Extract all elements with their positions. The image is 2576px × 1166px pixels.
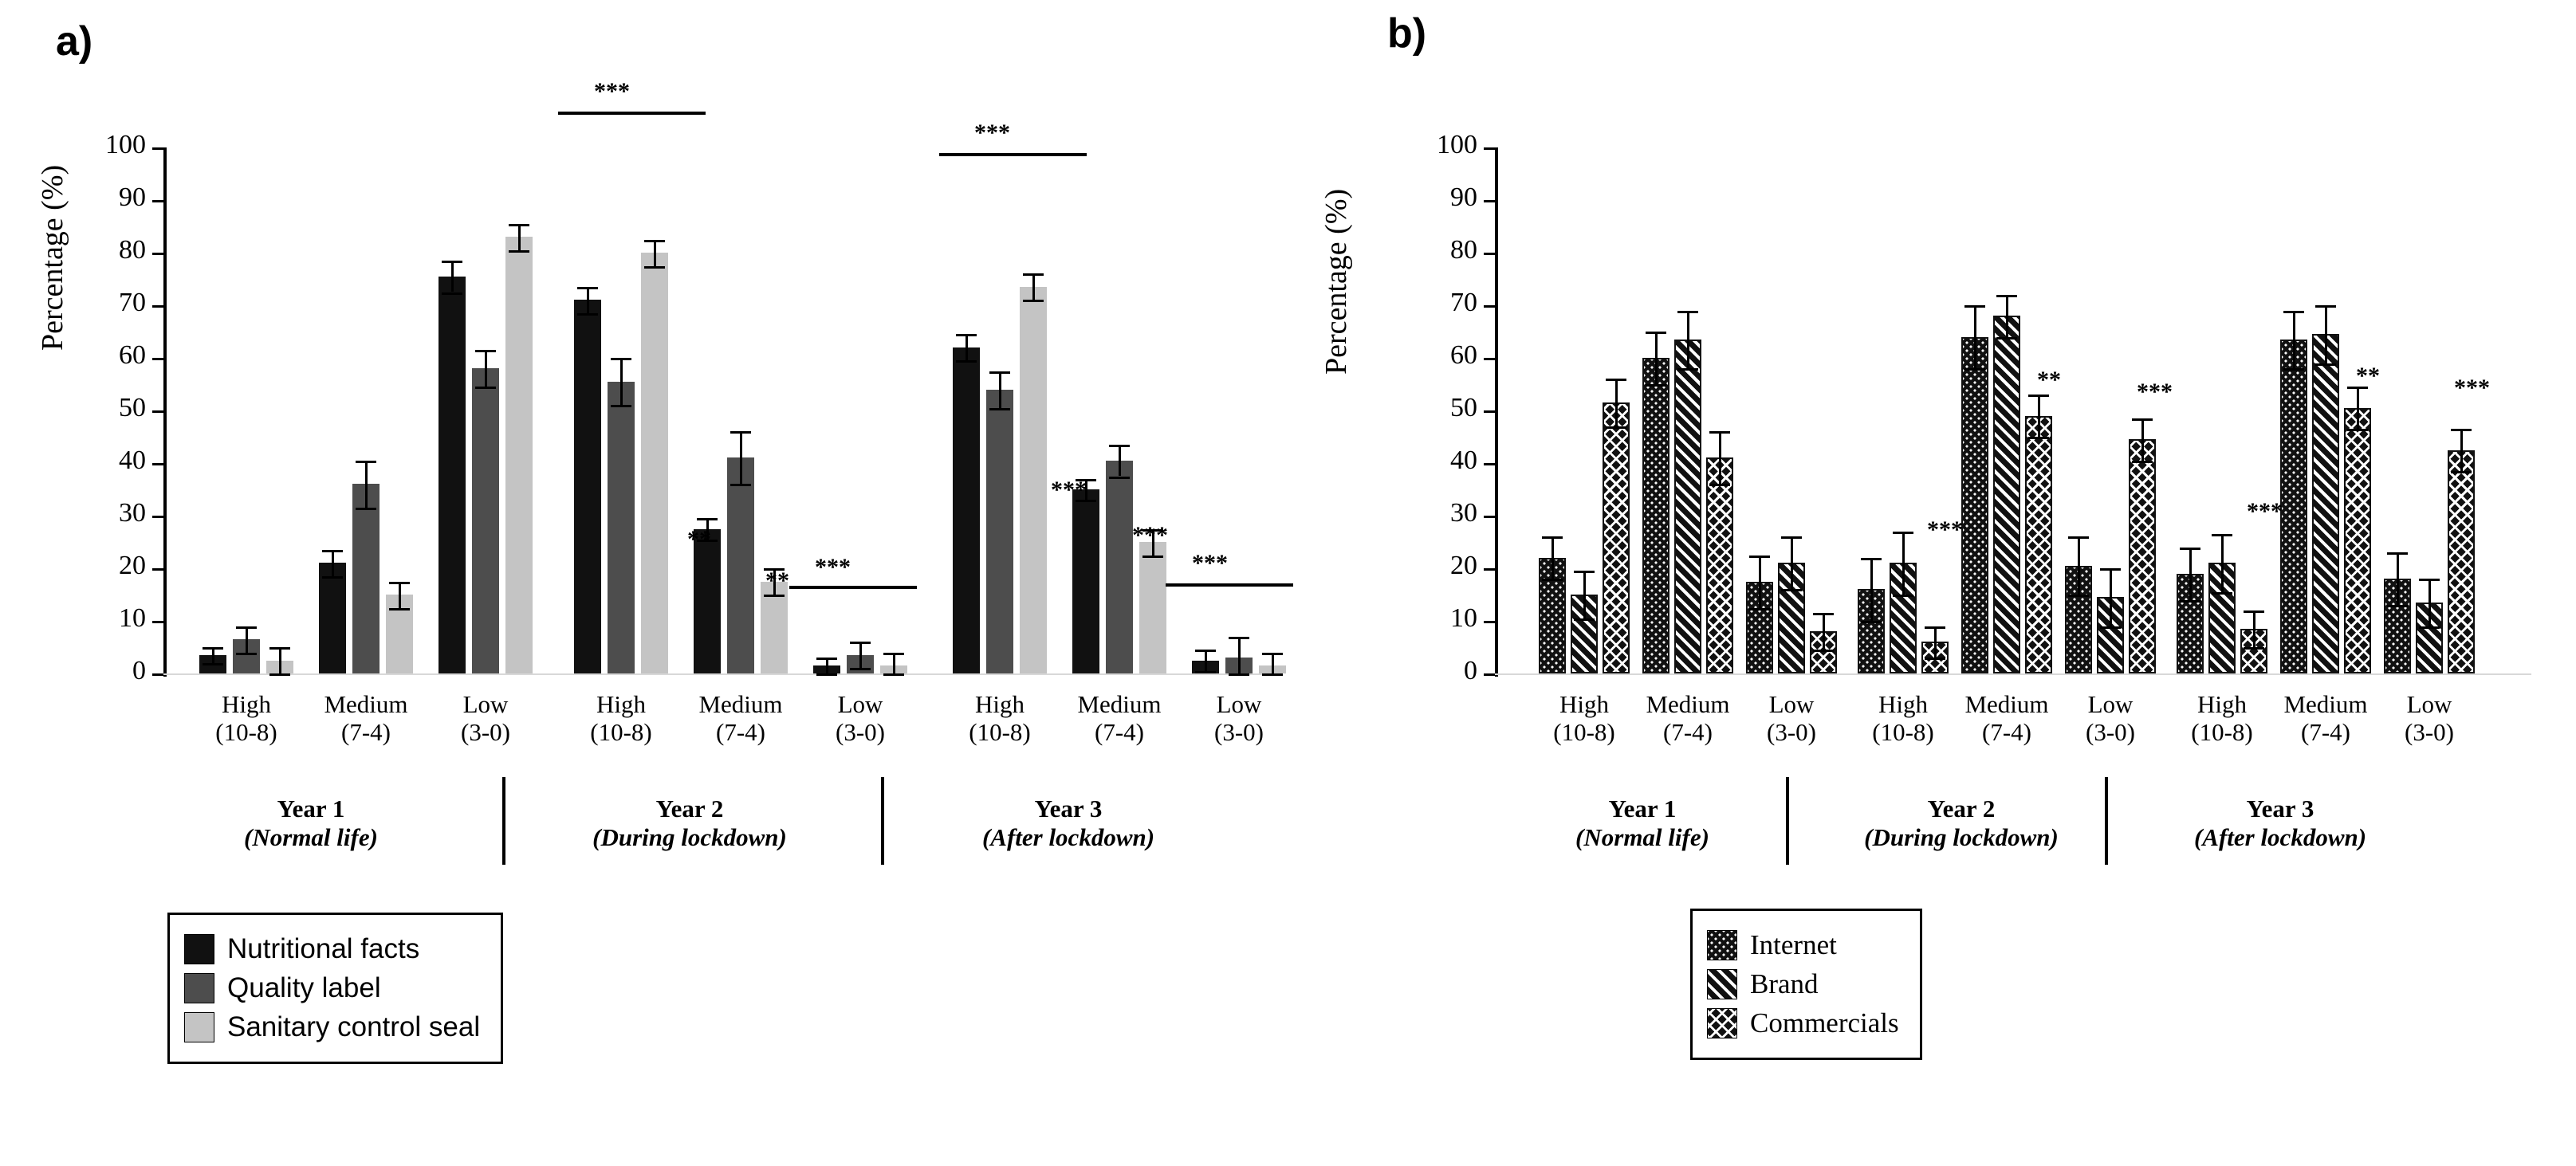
error-bar-cap bbox=[2451, 471, 2472, 473]
y-axis-tick-label: 0 bbox=[132, 656, 146, 685]
legend-item bbox=[184, 1011, 480, 1043]
error-bar-cap bbox=[1646, 332, 1666, 334]
error-bar-cap bbox=[442, 292, 462, 295]
x-axis-group-label: Low (3-0) bbox=[1214, 690, 1264, 746]
legend-item bbox=[184, 933, 480, 965]
error-bar-cap bbox=[389, 582, 410, 584]
legend-label: Nutritional facts bbox=[227, 933, 420, 964]
error-bar-cap bbox=[236, 626, 257, 629]
bar bbox=[727, 457, 754, 673]
error-bar bbox=[2189, 548, 2192, 600]
error-bar-cap bbox=[1574, 571, 1595, 573]
error-bar bbox=[1870, 558, 1873, 621]
legend-label: Commercials bbox=[1750, 1007, 1899, 1038]
error-bar-cap bbox=[2028, 437, 2049, 439]
error-bar bbox=[332, 550, 334, 576]
error-bar-cap bbox=[1229, 673, 1249, 676]
bar bbox=[319, 563, 346, 673]
y-axis bbox=[163, 147, 167, 677]
error-bar-cap bbox=[1925, 626, 1945, 629]
y-axis bbox=[1495, 147, 1498, 677]
error-bar bbox=[740, 431, 742, 484]
legend-item bbox=[184, 972, 480, 1004]
group-divider bbox=[1786, 777, 1789, 865]
year-group-label: Year 3 (After lockdown) bbox=[2193, 795, 2367, 851]
error-bar bbox=[279, 647, 281, 673]
error-bar-cap bbox=[1542, 536, 1563, 539]
panel-b-label: b) bbox=[1387, 10, 1427, 57]
y-axis-tick bbox=[1484, 410, 1495, 413]
y-axis-tick-label: 30 bbox=[119, 498, 146, 528]
x-axis-group-label: Low (3-0) bbox=[2086, 690, 2135, 746]
bar bbox=[608, 382, 635, 673]
significance-marker: *** bbox=[815, 554, 851, 580]
error-bar bbox=[1687, 311, 1689, 369]
error-bar-cap bbox=[2419, 626, 2440, 629]
significance-marker: *** bbox=[594, 78, 630, 104]
x-axis-group-label: High (10-8) bbox=[2191, 690, 2253, 746]
error-bar bbox=[2006, 295, 2008, 337]
significance-marker: ** bbox=[2356, 363, 2380, 389]
significance-marker: ** bbox=[765, 567, 789, 594]
error-bar-cap bbox=[2315, 305, 2336, 308]
legend-swatch-icon bbox=[1707, 930, 1737, 960]
y-axis-tick-label: 80 bbox=[1450, 235, 1477, 265]
error-bar bbox=[1902, 532, 1905, 595]
error-bar-cap bbox=[730, 484, 751, 486]
y-axis-tick bbox=[152, 147, 163, 150]
error-bar-cap bbox=[1813, 650, 1834, 652]
error-bar-cap bbox=[269, 647, 290, 650]
y-axis-tick-label: 100 bbox=[105, 130, 146, 159]
legend-label: Brand bbox=[1750, 968, 1819, 999]
y-axis-tick-label: 0 bbox=[1464, 656, 1477, 685]
error-bar-cap bbox=[442, 261, 462, 263]
error-bar-cap bbox=[2244, 610, 2264, 613]
error-bar bbox=[859, 642, 862, 668]
error-bar-cap bbox=[956, 334, 977, 336]
error-bar-cap bbox=[2068, 536, 2089, 539]
error-bar bbox=[2357, 387, 2359, 429]
error-bar-cap bbox=[2387, 552, 2408, 555]
error-bar bbox=[1551, 536, 1554, 579]
x-axis-group-label: Medium (7-4) bbox=[1646, 690, 1730, 746]
y-axis-tick bbox=[152, 673, 163, 676]
error-bar-cap bbox=[2212, 592, 2232, 595]
error-bar-cap bbox=[509, 224, 529, 226]
error-bar-cap bbox=[1709, 484, 1730, 486]
error-bar-cap bbox=[730, 431, 751, 434]
error-bar bbox=[654, 240, 656, 266]
error-bar-cap bbox=[236, 653, 257, 655]
error-bar-cap bbox=[1023, 300, 1044, 302]
y-axis-tick bbox=[1484, 253, 1495, 255]
error-bar bbox=[2429, 579, 2431, 626]
y-axis-tick bbox=[1484, 358, 1495, 360]
error-bar-cap bbox=[1677, 368, 1698, 371]
error-bar-cap bbox=[883, 673, 904, 676]
error-bar bbox=[1583, 571, 1586, 618]
legend-swatch-icon bbox=[1707, 1008, 1737, 1038]
error-bar-cap bbox=[1996, 295, 2017, 297]
group-divider bbox=[502, 777, 505, 865]
year-group-label: Year 3 (After lockdown) bbox=[981, 795, 1155, 851]
error-bar-cap bbox=[764, 595, 785, 597]
error-bar-cap bbox=[2180, 600, 2200, 603]
legend-swatch-icon bbox=[1707, 969, 1737, 999]
x-axis-group-label: Medium (7-4) bbox=[1964, 690, 2049, 746]
error-bar bbox=[1655, 332, 1658, 384]
y-axis-tick bbox=[152, 200, 163, 202]
error-bar bbox=[1759, 556, 1761, 608]
y-axis-tick-label: 50 bbox=[1450, 393, 1477, 422]
significance-marker: *** bbox=[974, 120, 1010, 146]
significance-marker: *** bbox=[1192, 550, 1228, 576]
error-bar-cap bbox=[1996, 337, 2017, 340]
bar bbox=[505, 237, 533, 673]
error-bar bbox=[1032, 273, 1035, 300]
error-bar-cap bbox=[2283, 311, 2304, 313]
error-bar-cap bbox=[203, 647, 223, 650]
y-axis-tick-label: 60 bbox=[1450, 340, 1477, 370]
error-bar-cap bbox=[1023, 273, 1044, 276]
bar bbox=[1106, 461, 1133, 673]
y-axis-tick-label: 40 bbox=[1450, 446, 1477, 475]
error-bar bbox=[246, 626, 248, 653]
bar bbox=[1674, 340, 1701, 673]
bar bbox=[1993, 316, 2020, 673]
error-bar-cap bbox=[509, 250, 529, 253]
y-axis-tick bbox=[1484, 147, 1495, 150]
y-axis-tick bbox=[1484, 516, 1495, 518]
y-axis-tick-label: 30 bbox=[1450, 498, 1477, 528]
x-axis-group-label: Low (3-0) bbox=[836, 690, 885, 746]
error-bar-cap bbox=[1262, 673, 1283, 676]
legend-label: Sanitary control seal bbox=[227, 1011, 481, 1042]
error-bar-cap bbox=[475, 387, 496, 389]
bar bbox=[1072, 489, 1099, 673]
bar bbox=[1603, 402, 1630, 673]
bar bbox=[2025, 416, 2052, 673]
error-bar-cap bbox=[697, 518, 718, 520]
x-axis-group-label: High (10-8) bbox=[215, 690, 277, 746]
error-bar bbox=[399, 582, 401, 608]
y-axis-tick bbox=[152, 410, 163, 413]
legend-swatch-icon bbox=[184, 973, 214, 1003]
bar bbox=[472, 368, 499, 673]
y-axis-tick-label: 40 bbox=[119, 446, 146, 475]
error-bar-cap bbox=[1749, 556, 1770, 558]
significance-marker: *** bbox=[2247, 498, 2283, 524]
error-bar bbox=[1974, 305, 1976, 368]
y-axis-tick bbox=[152, 253, 163, 255]
error-bar-cap bbox=[203, 663, 223, 665]
bar bbox=[953, 347, 980, 673]
significance-marker: *** bbox=[2137, 379, 2173, 405]
y-axis-tick-label: 20 bbox=[119, 551, 146, 580]
bar bbox=[641, 253, 668, 673]
error-bar bbox=[2253, 610, 2255, 647]
error-bar-cap bbox=[1109, 477, 1130, 479]
significance-marker: *** bbox=[1051, 477, 1087, 503]
error-bar bbox=[1272, 653, 1274, 673]
x-axis-group-label: Medium (7-4) bbox=[2283, 690, 2368, 746]
error-bar bbox=[2325, 305, 2327, 363]
error-bar-cap bbox=[1606, 426, 1626, 429]
bar bbox=[2280, 340, 2307, 673]
error-bar bbox=[2038, 395, 2040, 437]
bar bbox=[1020, 287, 1047, 673]
legend-swatch-icon bbox=[184, 934, 214, 964]
bar bbox=[1961, 337, 1988, 673]
error-bar-cap bbox=[356, 461, 376, 463]
error-bar-cap bbox=[1142, 556, 1163, 558]
x-axis-group-label: Medium (7-4) bbox=[1077, 690, 1162, 746]
error-bar-cap bbox=[1893, 595, 1913, 597]
error-bar-cap bbox=[2212, 534, 2232, 536]
error-bar-cap bbox=[475, 350, 496, 352]
error-bar-cap bbox=[1709, 431, 1730, 434]
y-axis-tick-label: 70 bbox=[119, 288, 146, 317]
error-bar-cap bbox=[1606, 379, 1626, 381]
error-bar bbox=[2460, 429, 2463, 471]
y-axis-tick bbox=[1484, 463, 1495, 465]
y-axis-tick-label: 10 bbox=[1450, 603, 1477, 633]
y-axis-tick bbox=[152, 516, 163, 518]
error-bar bbox=[1823, 613, 1825, 650]
significance-marker: ** bbox=[2037, 367, 2061, 393]
y-axis-tick-label: 90 bbox=[119, 183, 146, 212]
y-axis-tick-label: 100 bbox=[1437, 130, 1477, 159]
error-bar-cap bbox=[2315, 363, 2336, 366]
error-bar-cap bbox=[989, 371, 1010, 374]
y-axis-tick bbox=[1484, 673, 1495, 676]
panel-b-legend bbox=[1690, 909, 1922, 1060]
error-bar-cap bbox=[269, 673, 290, 676]
error-bar bbox=[966, 334, 968, 360]
y-axis-tick bbox=[1484, 305, 1495, 308]
legend-swatch-icon bbox=[184, 1012, 214, 1042]
error-bar-cap bbox=[1749, 608, 1770, 610]
error-bar bbox=[1205, 650, 1207, 670]
significance-marker: *** bbox=[1132, 522, 1168, 548]
error-bar-cap bbox=[1574, 618, 1595, 621]
error-bar bbox=[1119, 445, 1121, 477]
error-bar-cap bbox=[1964, 305, 1985, 308]
group-divider bbox=[2105, 777, 2108, 865]
error-bar-cap bbox=[2132, 418, 2153, 421]
y-axis-tick bbox=[152, 305, 163, 308]
year-group-label: Year 2 (During lockdown) bbox=[592, 795, 787, 851]
error-bar-cap bbox=[1861, 621, 1882, 623]
error-bar bbox=[518, 224, 521, 250]
error-bar-cap bbox=[1781, 589, 1802, 591]
bar bbox=[1642, 358, 1669, 673]
error-bar-cap bbox=[956, 360, 977, 363]
y-axis-tick-label: 20 bbox=[1450, 551, 1477, 580]
year-group-label: Year 1 (Normal life) bbox=[1575, 795, 1709, 851]
error-bar-cap bbox=[577, 313, 598, 316]
error-bar-cap bbox=[2419, 579, 2440, 581]
error-bar-cap bbox=[2100, 568, 2121, 571]
panel-a-y-axis-label: Percentage (%) bbox=[36, 164, 69, 351]
x-axis-group-label: Medium (7-4) bbox=[324, 690, 408, 746]
error-bar bbox=[2141, 418, 2144, 461]
error-bar-cap bbox=[1813, 613, 1834, 615]
y-axis-tick bbox=[1484, 568, 1495, 571]
error-bar-cap bbox=[2132, 461, 2153, 463]
error-bar-cap bbox=[2451, 429, 2472, 431]
error-bar bbox=[2293, 311, 2295, 369]
bar bbox=[1706, 457, 1733, 673]
y-axis-tick-label: 10 bbox=[119, 603, 146, 633]
significance-bracket bbox=[939, 153, 1087, 156]
error-bar-cap bbox=[2100, 626, 2121, 629]
error-bar-cap bbox=[1781, 536, 1802, 539]
x-axis-group-label: High (10-8) bbox=[590, 690, 652, 746]
bar bbox=[2129, 439, 2156, 673]
error-bar-cap bbox=[850, 668, 871, 670]
x-axis-group-label: Medium (7-4) bbox=[698, 690, 783, 746]
legend-label: Quality label bbox=[227, 972, 381, 1003]
error-bar bbox=[1238, 637, 1241, 673]
x-axis bbox=[163, 673, 1268, 675]
bar bbox=[2312, 334, 2339, 673]
error-bar-cap bbox=[322, 550, 343, 552]
legend-label: Internet bbox=[1750, 929, 1837, 960]
error-bar bbox=[999, 371, 1001, 408]
error-bar-cap bbox=[1861, 558, 1882, 560]
error-bar-cap bbox=[1262, 653, 1283, 655]
group-divider bbox=[881, 777, 884, 865]
error-bar bbox=[1934, 626, 1937, 658]
error-bar-cap bbox=[989, 408, 1010, 410]
year-group-label: Year 2 (During lockdown) bbox=[1864, 795, 2059, 851]
y-axis-tick-label: 80 bbox=[119, 235, 146, 265]
chart-panel-b bbox=[1300, 0, 2576, 1166]
significance-marker: ** bbox=[687, 526, 711, 552]
legend-item bbox=[1707, 1007, 1899, 1039]
error-bar-cap bbox=[883, 653, 904, 655]
error-bar-cap bbox=[1677, 311, 1698, 313]
bar bbox=[2344, 408, 2371, 673]
error-bar-cap bbox=[1229, 637, 1249, 639]
y-axis-tick bbox=[1484, 621, 1495, 623]
error-bar bbox=[2221, 534, 2224, 592]
significance-marker: *** bbox=[1927, 516, 1963, 543]
error-bar-cap bbox=[389, 608, 410, 610]
y-axis-tick-label: 70 bbox=[1450, 288, 1477, 317]
error-bar-cap bbox=[611, 405, 631, 407]
error-bar-cap bbox=[1925, 658, 1945, 660]
panel-a-label: a) bbox=[56, 18, 93, 65]
error-bar-cap bbox=[2244, 647, 2264, 650]
error-bar bbox=[893, 653, 895, 673]
error-bar-cap bbox=[816, 673, 837, 676]
significance-bracket bbox=[1166, 583, 1293, 587]
error-bar-cap bbox=[1893, 532, 1913, 534]
error-bar-cap bbox=[1195, 671, 1216, 673]
error-bar bbox=[2110, 568, 2112, 626]
error-bar-cap bbox=[850, 642, 871, 644]
bar bbox=[439, 277, 466, 673]
error-bar bbox=[365, 461, 368, 508]
error-bar bbox=[1615, 379, 1618, 426]
x-axis bbox=[1495, 673, 2531, 675]
bar bbox=[574, 300, 601, 673]
error-bar bbox=[1791, 536, 1793, 589]
legend-item bbox=[1707, 968, 1899, 1000]
y-axis-tick bbox=[1484, 200, 1495, 202]
error-bar-cap bbox=[322, 576, 343, 579]
bar bbox=[352, 484, 380, 673]
error-bar bbox=[620, 358, 623, 405]
x-axis-group-label: High (10-8) bbox=[969, 690, 1031, 746]
x-axis-group-label: Low (3-0) bbox=[461, 690, 510, 746]
error-bar-cap bbox=[1964, 368, 1985, 371]
x-axis-group-label: High (10-8) bbox=[1553, 690, 1615, 746]
error-bar-cap bbox=[644, 266, 665, 269]
error-bar-cap bbox=[577, 287, 598, 289]
error-bar bbox=[1719, 431, 1721, 484]
y-axis-tick bbox=[152, 568, 163, 571]
bar bbox=[1139, 542, 1166, 673]
x-axis-group-label: Low (3-0) bbox=[1767, 690, 1816, 746]
error-bar-cap bbox=[644, 240, 665, 242]
y-axis-tick-label: 90 bbox=[1450, 183, 1477, 212]
x-axis-group-label: Low (3-0) bbox=[2405, 690, 2454, 746]
legend-item bbox=[1707, 929, 1899, 961]
significance-bracket bbox=[789, 586, 917, 589]
bar bbox=[986, 390, 1013, 673]
y-axis-tick-label: 60 bbox=[119, 340, 146, 370]
error-bar-cap bbox=[2028, 395, 2049, 397]
error-bar-cap bbox=[816, 658, 837, 660]
panel-a-legend bbox=[167, 913, 503, 1064]
error-bar-cap bbox=[1109, 445, 1130, 447]
y-axis-tick bbox=[152, 463, 163, 465]
y-axis-tick-label: 50 bbox=[119, 393, 146, 422]
error-bar-cap bbox=[1195, 650, 1216, 652]
year-group-label: Year 1 (Normal life) bbox=[244, 795, 378, 851]
error-bar-cap bbox=[1646, 384, 1666, 387]
error-bar bbox=[451, 261, 454, 292]
error-bar-cap bbox=[2283, 368, 2304, 371]
significance-bracket bbox=[558, 112, 706, 115]
error-bar bbox=[485, 350, 487, 387]
y-axis-tick bbox=[152, 621, 163, 623]
error-bar-cap bbox=[2180, 548, 2200, 550]
error-bar-cap bbox=[2387, 605, 2408, 607]
error-bar bbox=[2397, 552, 2399, 605]
bar bbox=[2448, 450, 2475, 674]
error-bar-cap bbox=[2347, 429, 2368, 431]
x-axis-group-label: High (10-8) bbox=[1872, 690, 1934, 746]
error-bar-cap bbox=[611, 358, 631, 360]
error-bar-cap bbox=[2068, 595, 2089, 597]
panel-b-y-axis-label: Percentage (%) bbox=[1319, 188, 1353, 375]
error-bar-cap bbox=[356, 508, 376, 510]
significance-marker: *** bbox=[2454, 375, 2490, 401]
error-bar-cap bbox=[1542, 579, 1563, 581]
error-bar bbox=[587, 287, 589, 313]
error-bar bbox=[2078, 536, 2080, 595]
y-axis-tick bbox=[152, 358, 163, 360]
